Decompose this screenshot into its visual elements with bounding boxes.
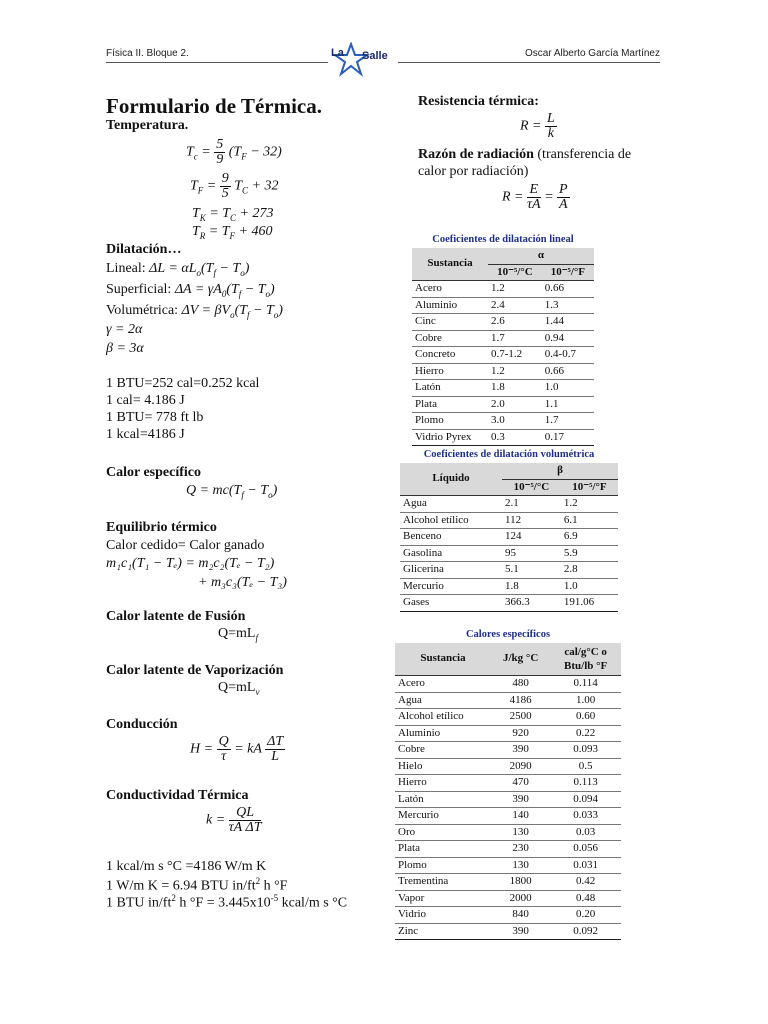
table-row <box>400 545 618 562</box>
resistencia-heading: Resistencia térmica: <box>418 94 539 109</box>
equilibrio-line3: + m₃c₃(Tₑ − T₃) <box>198 575 287 590</box>
table-row <box>395 808 621 825</box>
conversion-btu-ftlb: 1 BTU= 778 ft lb <box>106 410 204 425</box>
cell-value: 0.94 <box>542 330 594 347</box>
cell-name: Latón <box>412 380 488 397</box>
cell-value: 191.06 <box>561 595 618 612</box>
conversion-kcal-j: 1 kcal=4186 J <box>106 427 185 442</box>
equilibrio-line2: m₁c₁(T₁ − Tₑ) = m₂c₂(Tₑ − T₂) <box>106 556 275 571</box>
cell-value: 0.42 <box>550 874 621 891</box>
cell-name: Agua <box>395 692 491 709</box>
tabla-calores <box>395 643 621 940</box>
cell-name: Plomo <box>412 413 488 430</box>
cell-value: 1.1 <box>542 396 594 413</box>
table-row <box>395 725 621 742</box>
cell-value: 1800 <box>491 874 550 891</box>
cell-value: 2090 <box>491 758 550 775</box>
cell-name: Plata <box>412 396 488 413</box>
table-row <box>395 907 621 924</box>
col-jkg: J/kg °C <box>491 643 550 676</box>
cell-value: 130 <box>491 857 550 874</box>
cell-value: 2000 <box>491 890 550 907</box>
cell-value: 0.20 <box>550 907 621 924</box>
cell-value: 0.5 <box>550 758 621 775</box>
cell-value: 840 <box>491 907 550 924</box>
cell-name: Vapor <box>395 890 491 907</box>
cell-value: 0.031 <box>550 857 621 874</box>
table-row <box>412 347 594 364</box>
eq-superficial: Superficial: $\Delta A = \gamma A_0(T_f - T_o)$ <box>106 282 275 299</box>
equilibrio-heading: Equilibrio térmico <box>106 520 217 535</box>
cell-value: 5.9 <box>561 545 618 562</box>
cell-value: 1.0 <box>542 380 594 397</box>
table-row <box>395 874 621 891</box>
cell-name: Trementina <box>395 874 491 891</box>
table-row <box>400 529 618 546</box>
eq-fusion: $Q=mL_f$ <box>218 626 258 643</box>
cell-name: Concreto <box>412 347 488 364</box>
tabla-calores-title: Calores específicos <box>465 629 551 640</box>
cell-value: 0.7-1.2 <box>488 347 542 364</box>
cell-name: Oro <box>395 824 491 841</box>
conversion-btu-cal: 1 BTU=252 cal=0.252 kcal <box>106 376 260 391</box>
header-left: Física II. Bloque 2. <box>106 48 189 59</box>
eq-tf: $T_F$ = $\frac{9}{5}$ $T_C + 32$ <box>190 171 279 201</box>
cell-value: 0.114 <box>550 676 621 693</box>
table-row <box>412 429 594 446</box>
cell-name: Vidrio Pyrex <box>412 429 488 446</box>
cell-value: 1.2 <box>488 281 542 298</box>
temperatura-heading: Temperatura. <box>106 118 189 133</box>
eq-tr: $T_R = T_F + 460$ <box>192 224 273 241</box>
cell-value: 0.094 <box>550 791 621 808</box>
cell-value: 4186 <box>491 692 550 709</box>
cell-value: 0.66 <box>542 363 594 380</box>
cell-value: 390 <box>491 923 550 940</box>
eq-gamma: γ = 2α <box>106 322 143 337</box>
eq-tk: $T_K = T_C + 273$ <box>192 206 274 223</box>
col-unit-c: 10⁻⁵/°C <box>488 264 542 281</box>
cell-name: Agua <box>400 496 502 513</box>
table-row <box>400 562 618 579</box>
cell-value: 6.9 <box>561 529 618 546</box>
cell-value: 366.3 <box>502 595 561 612</box>
vaporizacion-heading: Calor latente de Vaporización <box>106 663 284 678</box>
table-row <box>412 281 594 298</box>
cell-value: 1.2 <box>561 496 618 513</box>
header-rule-left <box>106 62 328 63</box>
table-row <box>395 857 621 874</box>
table-row <box>412 363 594 380</box>
cell-value: 0.092 <box>550 923 621 940</box>
cell-value: 124 <box>502 529 561 546</box>
cell-value: 3.0 <box>488 413 542 430</box>
table-row <box>400 496 618 513</box>
cell-name: Plomo <box>395 857 491 874</box>
logo-text-la: La <box>331 47 344 59</box>
conversion-kcal-w: 1 kcal/m s °C =4186 W/m K <box>106 859 267 874</box>
cell-value: 0.48 <box>550 890 621 907</box>
cell-name: Gases <box>400 595 502 612</box>
calor-especifico-heading: Calor específico <box>106 465 201 480</box>
col-unit-f: 10⁻⁵/°F <box>542 264 594 281</box>
col-alpha: α <box>488 248 594 264</box>
eq-resistencia: R = $\frac{L}{k}$ <box>520 111 555 141</box>
col-sustancia: Sustancia <box>412 248 488 281</box>
cell-value: 0.3 <box>488 429 542 446</box>
cell-value: 1.44 <box>542 314 594 331</box>
cell-value: 2500 <box>491 709 550 726</box>
eq-calor-especifico: $Q = mc(T_f - T_o)$ <box>186 483 278 500</box>
table-row <box>395 841 621 858</box>
page-title: Formulario de Térmica. <box>106 94 322 118</box>
cell-value: 2.8 <box>561 562 618 579</box>
cell-value: 1.7 <box>488 330 542 347</box>
cell-name: Latón <box>395 791 491 808</box>
table-row <box>395 709 621 726</box>
cell-value: 1.8 <box>488 380 542 397</box>
col-unit-f: 10⁻⁵/°F <box>561 479 618 496</box>
table-row <box>400 595 618 612</box>
table-row <box>395 775 621 792</box>
cell-value: 112 <box>502 512 561 529</box>
fusion-heading: Calor latente de Fusión <box>106 609 246 624</box>
cell-name: Cinc <box>412 314 488 331</box>
cell-value: 0.17 <box>542 429 594 446</box>
col-calg: cal/g°C o Btu/lb °F <box>550 643 621 676</box>
eq-beta: β = 3α <box>106 341 144 356</box>
cell-name: Glicerina <box>400 562 502 579</box>
cell-value: 130 <box>491 824 550 841</box>
cell-value: 1.3 <box>542 297 594 314</box>
cell-value: 1.7 <box>542 413 594 430</box>
cell-value: 0.4-0.7 <box>542 347 594 364</box>
col-unit-c: 10⁻⁵/°C <box>502 479 561 496</box>
header-right: Oscar Alberto García Martínez <box>524 48 660 59</box>
col-beta: β <box>502 463 618 479</box>
table-row <box>412 413 594 430</box>
cell-name: Gasolina <box>400 545 502 562</box>
cell-value: 0.056 <box>550 841 621 858</box>
eq-volumetrica: Volumétrica: $\Delta V = \beta V_o(T_f - T_o)$ <box>106 303 283 320</box>
eq-lineal: Lineal: $\Delta L = \alpha L_o(T_f - T_o)$ <box>106 261 250 278</box>
cell-name: Vidrio <box>395 907 491 924</box>
cell-value: 480 <box>491 676 550 693</box>
cell-name: Mercurio <box>395 808 491 825</box>
cell-name: Cobre <box>395 742 491 759</box>
cell-value: 5.1 <box>502 562 561 579</box>
cell-name: Cobre <box>412 330 488 347</box>
conversion-cal-j: 1 cal= 4.186 J <box>106 393 185 408</box>
table-row <box>395 923 621 940</box>
cell-value: 2.1 <box>502 496 561 513</box>
dilatacion-heading: Dilatación… <box>106 242 182 257</box>
table-row <box>412 297 594 314</box>
cell-value: 0.60 <box>550 709 621 726</box>
conversion-w-btu: 1 W/m K = 6.94 BTU $in/ft^2$ h °F <box>106 876 288 894</box>
tabla-vol-title: Coeficientes de dilatación volumétrica <box>423 449 595 460</box>
cell-value: 230 <box>491 841 550 858</box>
conversion-btu-kcal: 1 BTU $in/ft^2$ h $^\circ F = 3.445x10^{-5}$ kcal/m s °C <box>106 893 348 911</box>
table-row <box>395 676 621 693</box>
cell-value: 920 <box>491 725 550 742</box>
eq-tc: $T_c$ = $\frac{5}{9}$ $(T_F - 32)$ <box>186 137 282 167</box>
table-row <box>395 824 621 841</box>
table-row <box>395 742 621 759</box>
cell-value: 1.00 <box>550 692 621 709</box>
tabla-vol <box>400 463 618 612</box>
col-liquido: Líquido <box>400 463 502 496</box>
cell-value: 2.0 <box>488 396 542 413</box>
radiacion-subtext: calor por radiación) <box>418 164 529 179</box>
table-row <box>395 791 621 808</box>
cell-name: Zinc <box>395 923 491 940</box>
tabla-lineal <box>412 248 594 446</box>
eq-conductividad: k = $\frac{QL}{\text{τA ΔT}}$ <box>206 805 262 835</box>
cell-value: 1.0 <box>561 578 618 595</box>
cell-name: Acero <box>395 676 491 693</box>
radiacion-heading: Razón de radiación (transferencia de <box>418 147 632 162</box>
table-row <box>412 396 594 413</box>
conductividad-heading: Conductividad Térmica <box>106 788 249 803</box>
table-row <box>395 890 621 907</box>
cell-value: 140 <box>491 808 550 825</box>
eq-conduccion: H = $\frac{Q}{\tau}$ = kA $\frac{\Delta T}{L}$ <box>190 734 284 764</box>
cell-value: 95 <box>502 545 561 562</box>
table-row <box>412 330 594 347</box>
conduccion-heading: Conducción <box>106 717 178 732</box>
table-row <box>412 380 594 397</box>
cell-name: Hielo <box>395 758 491 775</box>
cell-value: 0.66 <box>542 281 594 298</box>
table-row <box>412 314 594 331</box>
cell-name: Plata <box>395 841 491 858</box>
cell-name: Aluminio <box>412 297 488 314</box>
cell-value: 1.8 <box>502 578 561 595</box>
cell-value: 390 <box>491 791 550 808</box>
cell-value: 0.113 <box>550 775 621 792</box>
cell-name: Hierro <box>395 775 491 792</box>
eq-vaporizacion: $Q=mL_v$ <box>218 680 260 697</box>
cell-value: 0.033 <box>550 808 621 825</box>
table-row <box>400 578 618 595</box>
table-row <box>400 512 618 529</box>
eq-radiacion: R = $\frac{E}{\tau A}$ = $\frac{P}{A}$ <box>502 182 568 212</box>
cell-value: 390 <box>491 742 550 759</box>
cell-value: 1.2 <box>488 363 542 380</box>
cell-value: 2.4 <box>488 297 542 314</box>
cell-value: 0.093 <box>550 742 621 759</box>
logo-text-salle: Salle <box>362 50 388 62</box>
table-row <box>395 758 621 775</box>
cell-name: Alcohol etílico <box>395 709 491 726</box>
cell-name: Mercurio <box>400 578 502 595</box>
cell-value: 470 <box>491 775 550 792</box>
cell-value: 0.03 <box>550 824 621 841</box>
cell-name: Alcohol etílico <box>400 512 502 529</box>
cell-value: 0.22 <box>550 725 621 742</box>
tabla-lineal-title: Coeficientes de dilatación lineal <box>432 234 574 245</box>
table-row <box>395 692 621 709</box>
cell-name: Benceno <box>400 529 502 546</box>
equilibrio-line1: Calor cedido= Calor ganado <box>106 538 265 553</box>
cell-name: Aluminio <box>395 725 491 742</box>
header-rule-right <box>398 62 660 63</box>
cell-name: Hierro <box>412 363 488 380</box>
cell-value: 6.1 <box>561 512 618 529</box>
cell-value: 2.6 <box>488 314 542 331</box>
col-sustancia: Sustancia <box>395 643 491 676</box>
cell-name: Acero <box>412 281 488 298</box>
